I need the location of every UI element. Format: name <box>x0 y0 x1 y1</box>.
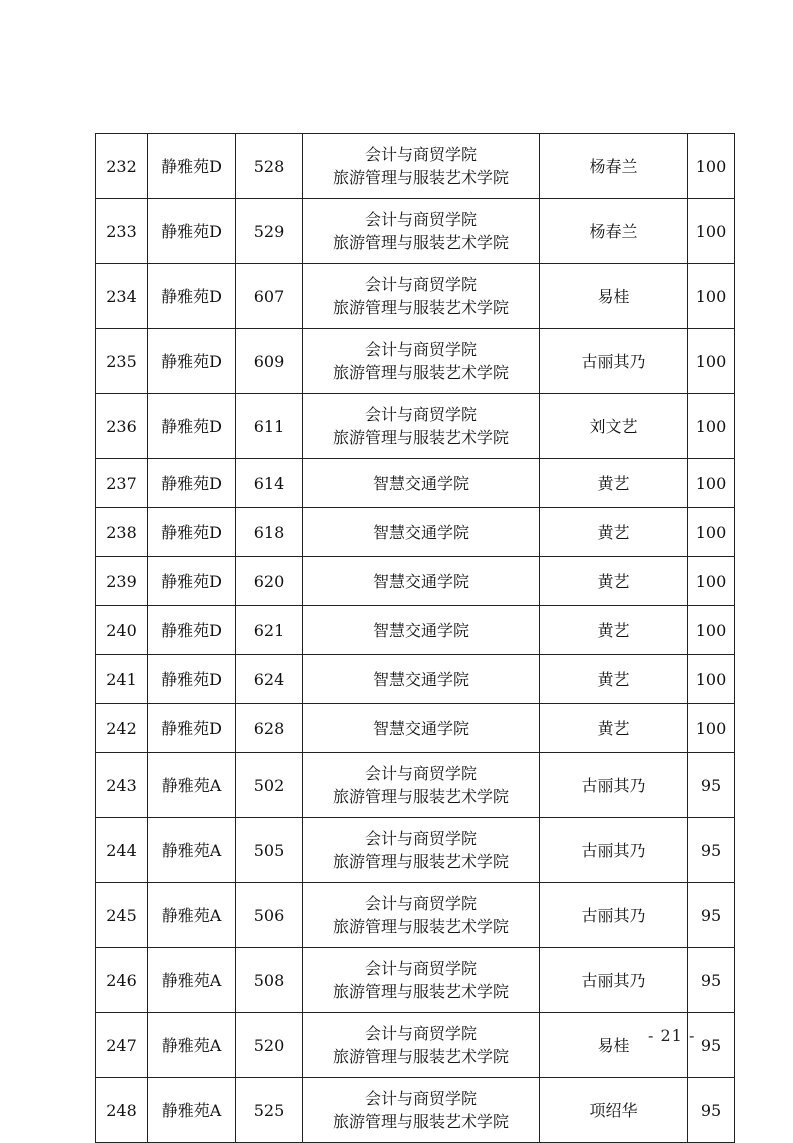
cell-room: 502 <box>236 753 303 818</box>
cell-building: 静雅苑D <box>148 199 236 264</box>
table-row <box>96 508 735 557</box>
college-name: 旅游管理与服装艺术学院 <box>332 787 509 806</box>
college-name: 智慧交通学院 <box>372 718 469 738</box>
college-name: 旅游管理与服装艺术学院 <box>332 1047 509 1066</box>
cell-room: 609 <box>236 329 303 394</box>
cell-room: 528 <box>236 134 303 199</box>
college-name: 会计与商贸学院 <box>364 1089 477 1108</box>
cell-room: 529 <box>236 199 303 264</box>
college-name: 会计与商贸学院 <box>364 829 477 848</box>
cell-number: 235 <box>96 329 148 394</box>
cell-building: 静雅苑D <box>148 704 236 753</box>
table-row <box>96 818 735 883</box>
table-row <box>96 655 735 704</box>
cell-number: 241 <box>96 655 148 704</box>
college-name: 智慧交通学院 <box>372 620 469 640</box>
cell-building: 静雅苑A <box>148 1078 236 1143</box>
college-name: 旅游管理与服装艺术学院 <box>332 917 509 936</box>
college-name: 会计与商贸学院 <box>364 894 477 913</box>
cell-building: 静雅苑A <box>148 883 236 948</box>
cell-college <box>303 704 540 753</box>
table-row <box>96 134 735 199</box>
cell-counselor: 古丽其乃 <box>540 753 688 818</box>
cell-score: 100 <box>688 655 735 704</box>
cell-college <box>303 199 540 264</box>
cell-building: 静雅苑D <box>148 459 236 508</box>
college-name: 会计与商贸学院 <box>364 340 477 359</box>
cell-score: 100 <box>688 394 735 459</box>
cell-room: 620 <box>236 557 303 606</box>
college-name: 会计与商贸学院 <box>364 1024 477 1043</box>
cell-building: 静雅苑A <box>148 1013 236 1078</box>
cell-room: 525 <box>236 1078 303 1143</box>
cell-building: 静雅苑D <box>148 655 236 704</box>
table-row <box>96 704 735 753</box>
college-name: 旅游管理与服装艺术学院 <box>332 852 509 871</box>
college-name: 旅游管理与服装艺术学院 <box>332 363 509 382</box>
table-row <box>96 606 735 655</box>
cell-counselor: 项绍华 <box>540 1078 688 1143</box>
table-row <box>96 883 735 948</box>
college-name: 会计与商贸学院 <box>364 405 477 424</box>
college-name: 会计与商贸学院 <box>364 959 477 978</box>
dorm-inspection-table <box>95 133 735 1143</box>
cell-counselor: 黄艺 <box>540 704 688 753</box>
cell-counselor: 古丽其乃 <box>540 883 688 948</box>
cell-college <box>303 818 540 883</box>
table-row <box>96 557 735 606</box>
table-row <box>96 753 735 818</box>
cell-score: 100 <box>688 704 735 753</box>
cell-score: 100 <box>688 508 735 557</box>
cell-counselor: 黄艺 <box>540 459 688 508</box>
cell-building: 静雅苑D <box>148 134 236 199</box>
cell-score: 100 <box>688 329 735 394</box>
cell-room: 628 <box>236 704 303 753</box>
cell-college <box>303 606 540 655</box>
table-row <box>96 459 735 508</box>
college-name: 会计与商贸学院 <box>364 764 477 783</box>
cell-building: 静雅苑D <box>148 606 236 655</box>
table-row <box>96 948 735 1013</box>
cell-college <box>303 459 540 508</box>
cell-score: 100 <box>688 264 735 329</box>
cell-counselor: 古丽其乃 <box>540 818 688 883</box>
cell-score: 95 <box>688 818 735 883</box>
cell-number: 232 <box>96 134 148 199</box>
college-name: 智慧交通学院 <box>372 522 469 542</box>
table-row <box>96 1013 735 1078</box>
cell-counselor: 古丽其乃 <box>540 948 688 1013</box>
cell-building: 静雅苑D <box>148 557 236 606</box>
cell-college <box>303 655 540 704</box>
cell-counselor: 杨春兰 <box>540 199 688 264</box>
cell-room: 611 <box>236 394 303 459</box>
cell-college <box>303 329 540 394</box>
cell-college <box>303 557 540 606</box>
table-row <box>96 199 735 264</box>
cell-counselor: 黄艺 <box>540 655 688 704</box>
table-row <box>96 329 735 394</box>
cell-counselor: 黄艺 <box>540 606 688 655</box>
cell-score: 95 <box>688 1078 735 1143</box>
cell-number: 240 <box>96 606 148 655</box>
cell-number: 244 <box>96 818 148 883</box>
cell-number: 236 <box>96 394 148 459</box>
cell-counselor: 易桂 <box>540 264 688 329</box>
cell-score: 100 <box>688 459 735 508</box>
cell-number: 237 <box>96 459 148 508</box>
cell-counselor: 杨春兰 <box>540 134 688 199</box>
cell-number: 243 <box>96 753 148 818</box>
table-row <box>96 264 735 329</box>
cell-building: 静雅苑A <box>148 818 236 883</box>
cell-number: 234 <box>96 264 148 329</box>
cell-college <box>303 1013 540 1078</box>
college-name: 会计与商贸学院 <box>364 275 477 294</box>
cell-score: 95 <box>688 753 735 818</box>
college-name: 旅游管理与服装艺术学院 <box>332 233 509 252</box>
cell-number: 239 <box>96 557 148 606</box>
cell-number: 238 <box>96 508 148 557</box>
college-name: 旅游管理与服装艺术学院 <box>332 298 509 317</box>
cell-building: 静雅苑D <box>148 264 236 329</box>
cell-score: 95 <box>688 883 735 948</box>
cell-score: 95 <box>688 948 735 1013</box>
cell-room: 621 <box>236 606 303 655</box>
college-name: 智慧交通学院 <box>372 669 469 689</box>
cell-college <box>303 883 540 948</box>
cell-building: 静雅苑D <box>148 508 236 557</box>
cell-counselor: 黄艺 <box>540 557 688 606</box>
cell-room: 618 <box>236 508 303 557</box>
table-row <box>96 394 735 459</box>
cell-room: 614 <box>236 459 303 508</box>
cell-building: 静雅苑D <box>148 329 236 394</box>
cell-college <box>303 948 540 1013</box>
college-name: 会计与商贸学院 <box>364 210 477 229</box>
cell-college <box>303 753 540 818</box>
cell-number: 245 <box>96 883 148 948</box>
page-number: - 21 - <box>648 1026 696 1045</box>
college-name: 智慧交通学院 <box>372 473 469 493</box>
table-row <box>96 1078 735 1143</box>
cell-counselor: 古丽其乃 <box>540 329 688 394</box>
college-name: 会计与商贸学院 <box>364 145 477 164</box>
college-name: 智慧交通学院 <box>372 571 469 591</box>
cell-college <box>303 394 540 459</box>
cell-room: 520 <box>236 1013 303 1078</box>
cell-number: 248 <box>96 1078 148 1143</box>
cell-room: 624 <box>236 655 303 704</box>
cell-room: 506 <box>236 883 303 948</box>
cell-score: 100 <box>688 199 735 264</box>
cell-counselor: 易桂 <box>540 1013 688 1078</box>
cell-room: 505 <box>236 818 303 883</box>
cell-building: 静雅苑D <box>148 394 236 459</box>
college-name: 旅游管理与服装艺术学院 <box>332 1112 509 1131</box>
college-name: 旅游管理与服装艺术学院 <box>332 168 509 187</box>
cell-counselor: 刘文艺 <box>540 394 688 459</box>
cell-score: 100 <box>688 557 735 606</box>
cell-college <box>303 264 540 329</box>
college-name: 旅游管理与服装艺术学院 <box>332 428 509 447</box>
cell-number: 233 <box>96 199 148 264</box>
cell-college <box>303 508 540 557</box>
cell-college <box>303 134 540 199</box>
table-body <box>96 134 735 1143</box>
cell-college <box>303 1078 540 1143</box>
cell-room: 607 <box>236 264 303 329</box>
cell-score: 100 <box>688 134 735 199</box>
cell-counselor: 黄艺 <box>540 508 688 557</box>
cell-number: 242 <box>96 704 148 753</box>
college-name: 旅游管理与服装艺术学院 <box>332 982 509 1001</box>
cell-score: 100 <box>688 606 735 655</box>
cell-building: 静雅苑A <box>148 753 236 818</box>
cell-score: 95 <box>688 1013 735 1078</box>
cell-number: 247 <box>96 1013 148 1078</box>
cell-number: 246 <box>96 948 148 1013</box>
cell-room: 508 <box>236 948 303 1013</box>
cell-building: 静雅苑A <box>148 948 236 1013</box>
